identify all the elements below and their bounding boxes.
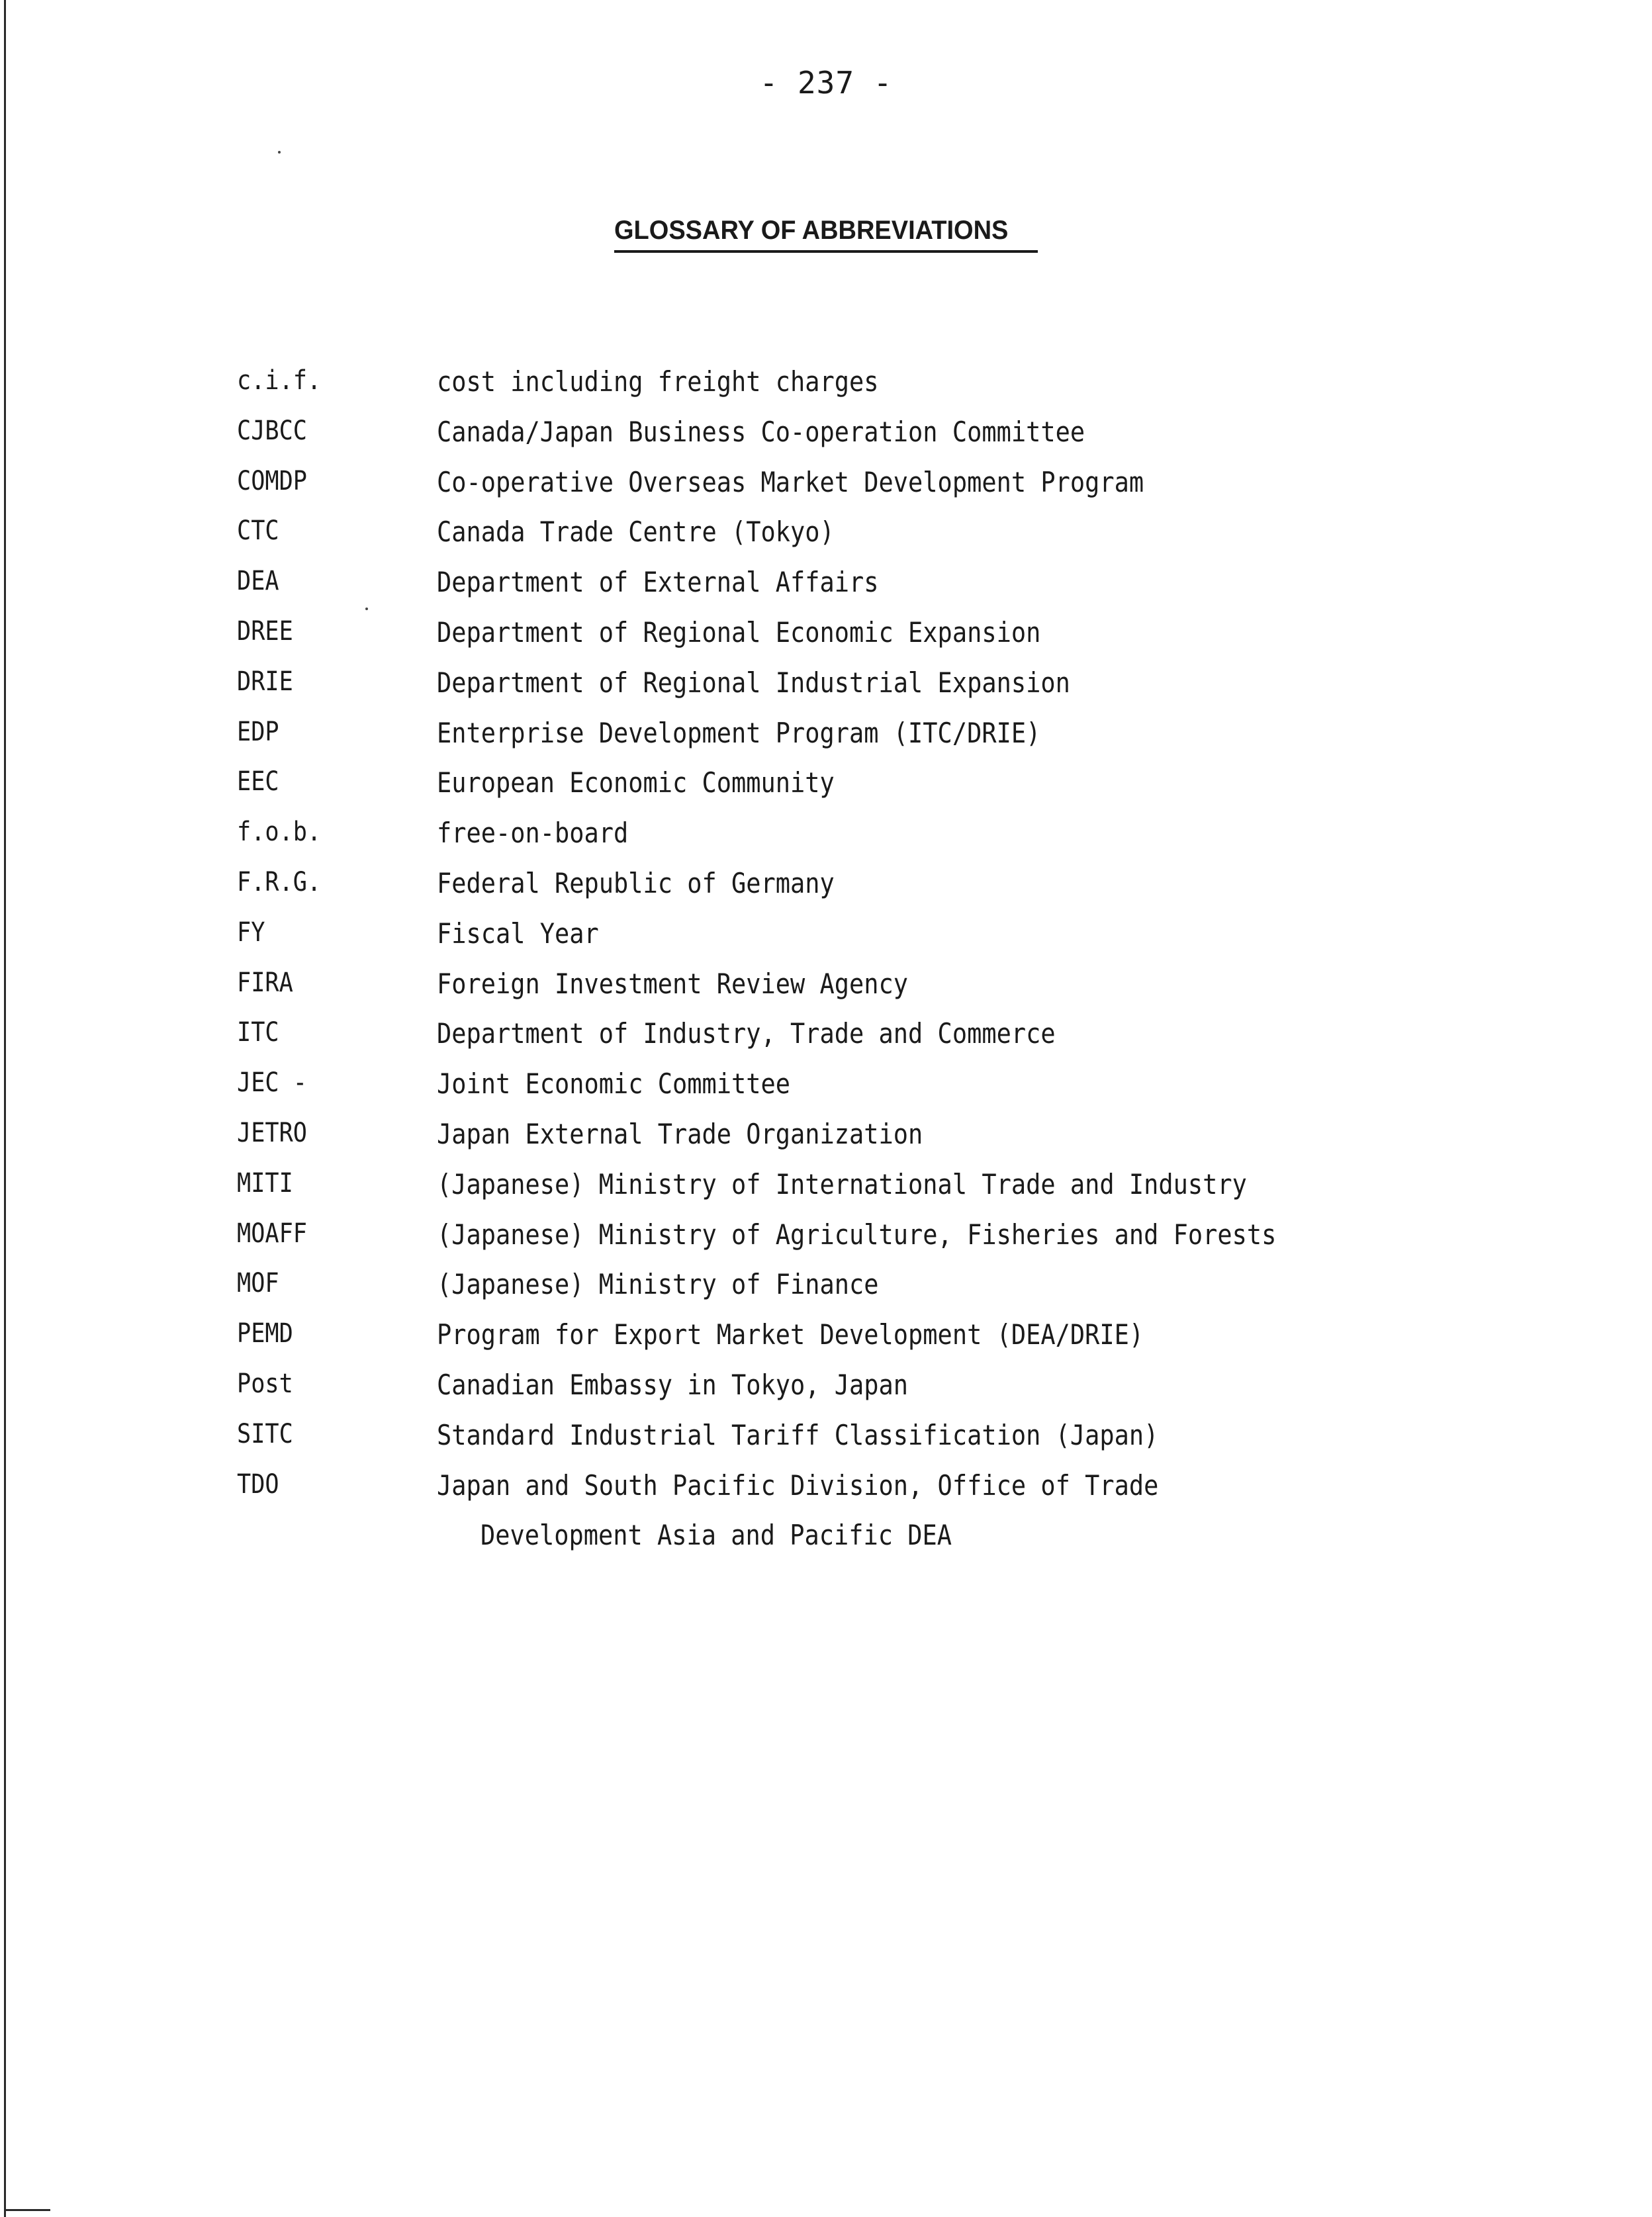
abbreviation: c.i.f.: [237, 365, 322, 396]
glossary-entry: [0, 1017, 1652, 1067]
definition: Canadian Embassy in Tokyo, Japan: [437, 1369, 909, 1401]
abbreviation: EEC: [237, 766, 279, 797]
page-title: GLOSSARY OF ABBREVIATIONS: [614, 216, 1009, 245]
glossary-entry: [0, 566, 1652, 616]
definition-continuation: Development Asia and Pacific DEA: [481, 1519, 952, 1551]
abbreviation: DRIE: [237, 666, 293, 697]
definition: (Japanese) Ministry of Agriculture, Fisheries and Forests: [437, 1218, 1277, 1251]
glossary-entry: [0, 1168, 1652, 1218]
glossary-entry: [0, 1318, 1652, 1369]
glossary-entry: [0, 717, 1652, 767]
glossary-entry: [0, 766, 1652, 817]
definition: Department of Regional Economic Expansion: [437, 616, 1041, 649]
glossary-entry: [0, 365, 1652, 416]
definition: Enterprise Development Program (ITC/DRIE): [437, 717, 1041, 749]
definition: Foreign Investment Review Agency: [437, 968, 909, 1000]
abbreviation: ITC: [237, 1017, 279, 1048]
abbreviation: COMDP: [237, 466, 307, 496]
definition: Joint Economic Committee: [437, 1067, 791, 1100]
glossary-entry: [0, 817, 1652, 867]
definition: Department of External Affairs: [437, 566, 879, 598]
abbreviation: MITI: [237, 1168, 293, 1199]
glossary-entry: [0, 516, 1652, 566]
definition: Japan and South Pacific Division, Office of Trade: [437, 1469, 1159, 1502]
definition: Department of Industry, Trade and Commerce: [437, 1017, 1056, 1050]
definition: Program for Export Market Development (DEA/DRIE): [437, 1318, 1144, 1351]
definition: (Japanese) Ministry of Finance: [437, 1268, 879, 1300]
abbreviation: JEC -: [237, 1067, 307, 1098]
page-number: - 237 -: [759, 65, 893, 101]
abbreviation: FIRA: [237, 968, 293, 998]
abbreviation: DEA: [237, 566, 279, 596]
abbreviation: CTC: [237, 516, 279, 546]
glossary-entry: [0, 1268, 1652, 1318]
definition: Co-operative Overseas Market Development Program: [437, 466, 1144, 498]
glossary-entry: [0, 1419, 1652, 1469]
definition: Canada Trade Centre (Tokyo): [437, 516, 835, 548]
abbreviation: PEMD: [237, 1318, 293, 1349]
definition: Department of Regional Industrial Expansion: [437, 666, 1070, 699]
glossary-entry: [0, 666, 1652, 717]
definition: free-on-board: [437, 817, 629, 849]
abbreviation: JETRO: [237, 1118, 307, 1148]
definition: Canada/Japan Business Co-operation Committee: [437, 416, 1085, 448]
glossary-entry: [0, 1118, 1652, 1168]
glossary-entry: [0, 917, 1652, 968]
definition: Fiscal Year: [437, 917, 599, 950]
abbreviation: EDP: [237, 717, 279, 747]
definition: Standard Industrial Tariff Classification (Japan): [437, 1419, 1159, 1451]
glossary-entry: [0, 1218, 1652, 1269]
glossary-entry: [0, 416, 1652, 466]
abbreviation: MOAFF: [237, 1218, 307, 1249]
glossary-entry: [0, 968, 1652, 1018]
glossary-entry: [0, 1469, 1652, 1519]
abbreviation: DREE: [237, 616, 293, 647]
abbreviation: Post: [237, 1369, 293, 1399]
definition: (Japanese) Ministry of International Trade and Industry: [437, 1168, 1247, 1200]
abbreviation: CJBCC: [237, 416, 307, 446]
glossary-entry: [0, 1369, 1652, 1419]
abbreviation: F.R.G.: [237, 867, 322, 897]
glossary-entry: [0, 1067, 1652, 1118]
glossary-entry: [0, 466, 1652, 516]
glossary-entry: [0, 867, 1652, 917]
glossary-entry: [0, 616, 1652, 666]
definition: Federal Republic of Germany: [437, 867, 835, 899]
definition: cost including freight charges: [437, 365, 879, 398]
abbreviation: MOF: [237, 1268, 279, 1298]
abbreviation: FY: [237, 917, 265, 948]
definition: Japan External Trade Organization: [437, 1118, 923, 1150]
abbreviation: TDO: [237, 1469, 279, 1500]
glossary-entry-continuation: [0, 1519, 1652, 1569]
abbreviation: f.o.b.: [237, 817, 322, 847]
definition: European Economic Community: [437, 766, 835, 799]
abbreviation: SITC: [237, 1419, 293, 1449]
